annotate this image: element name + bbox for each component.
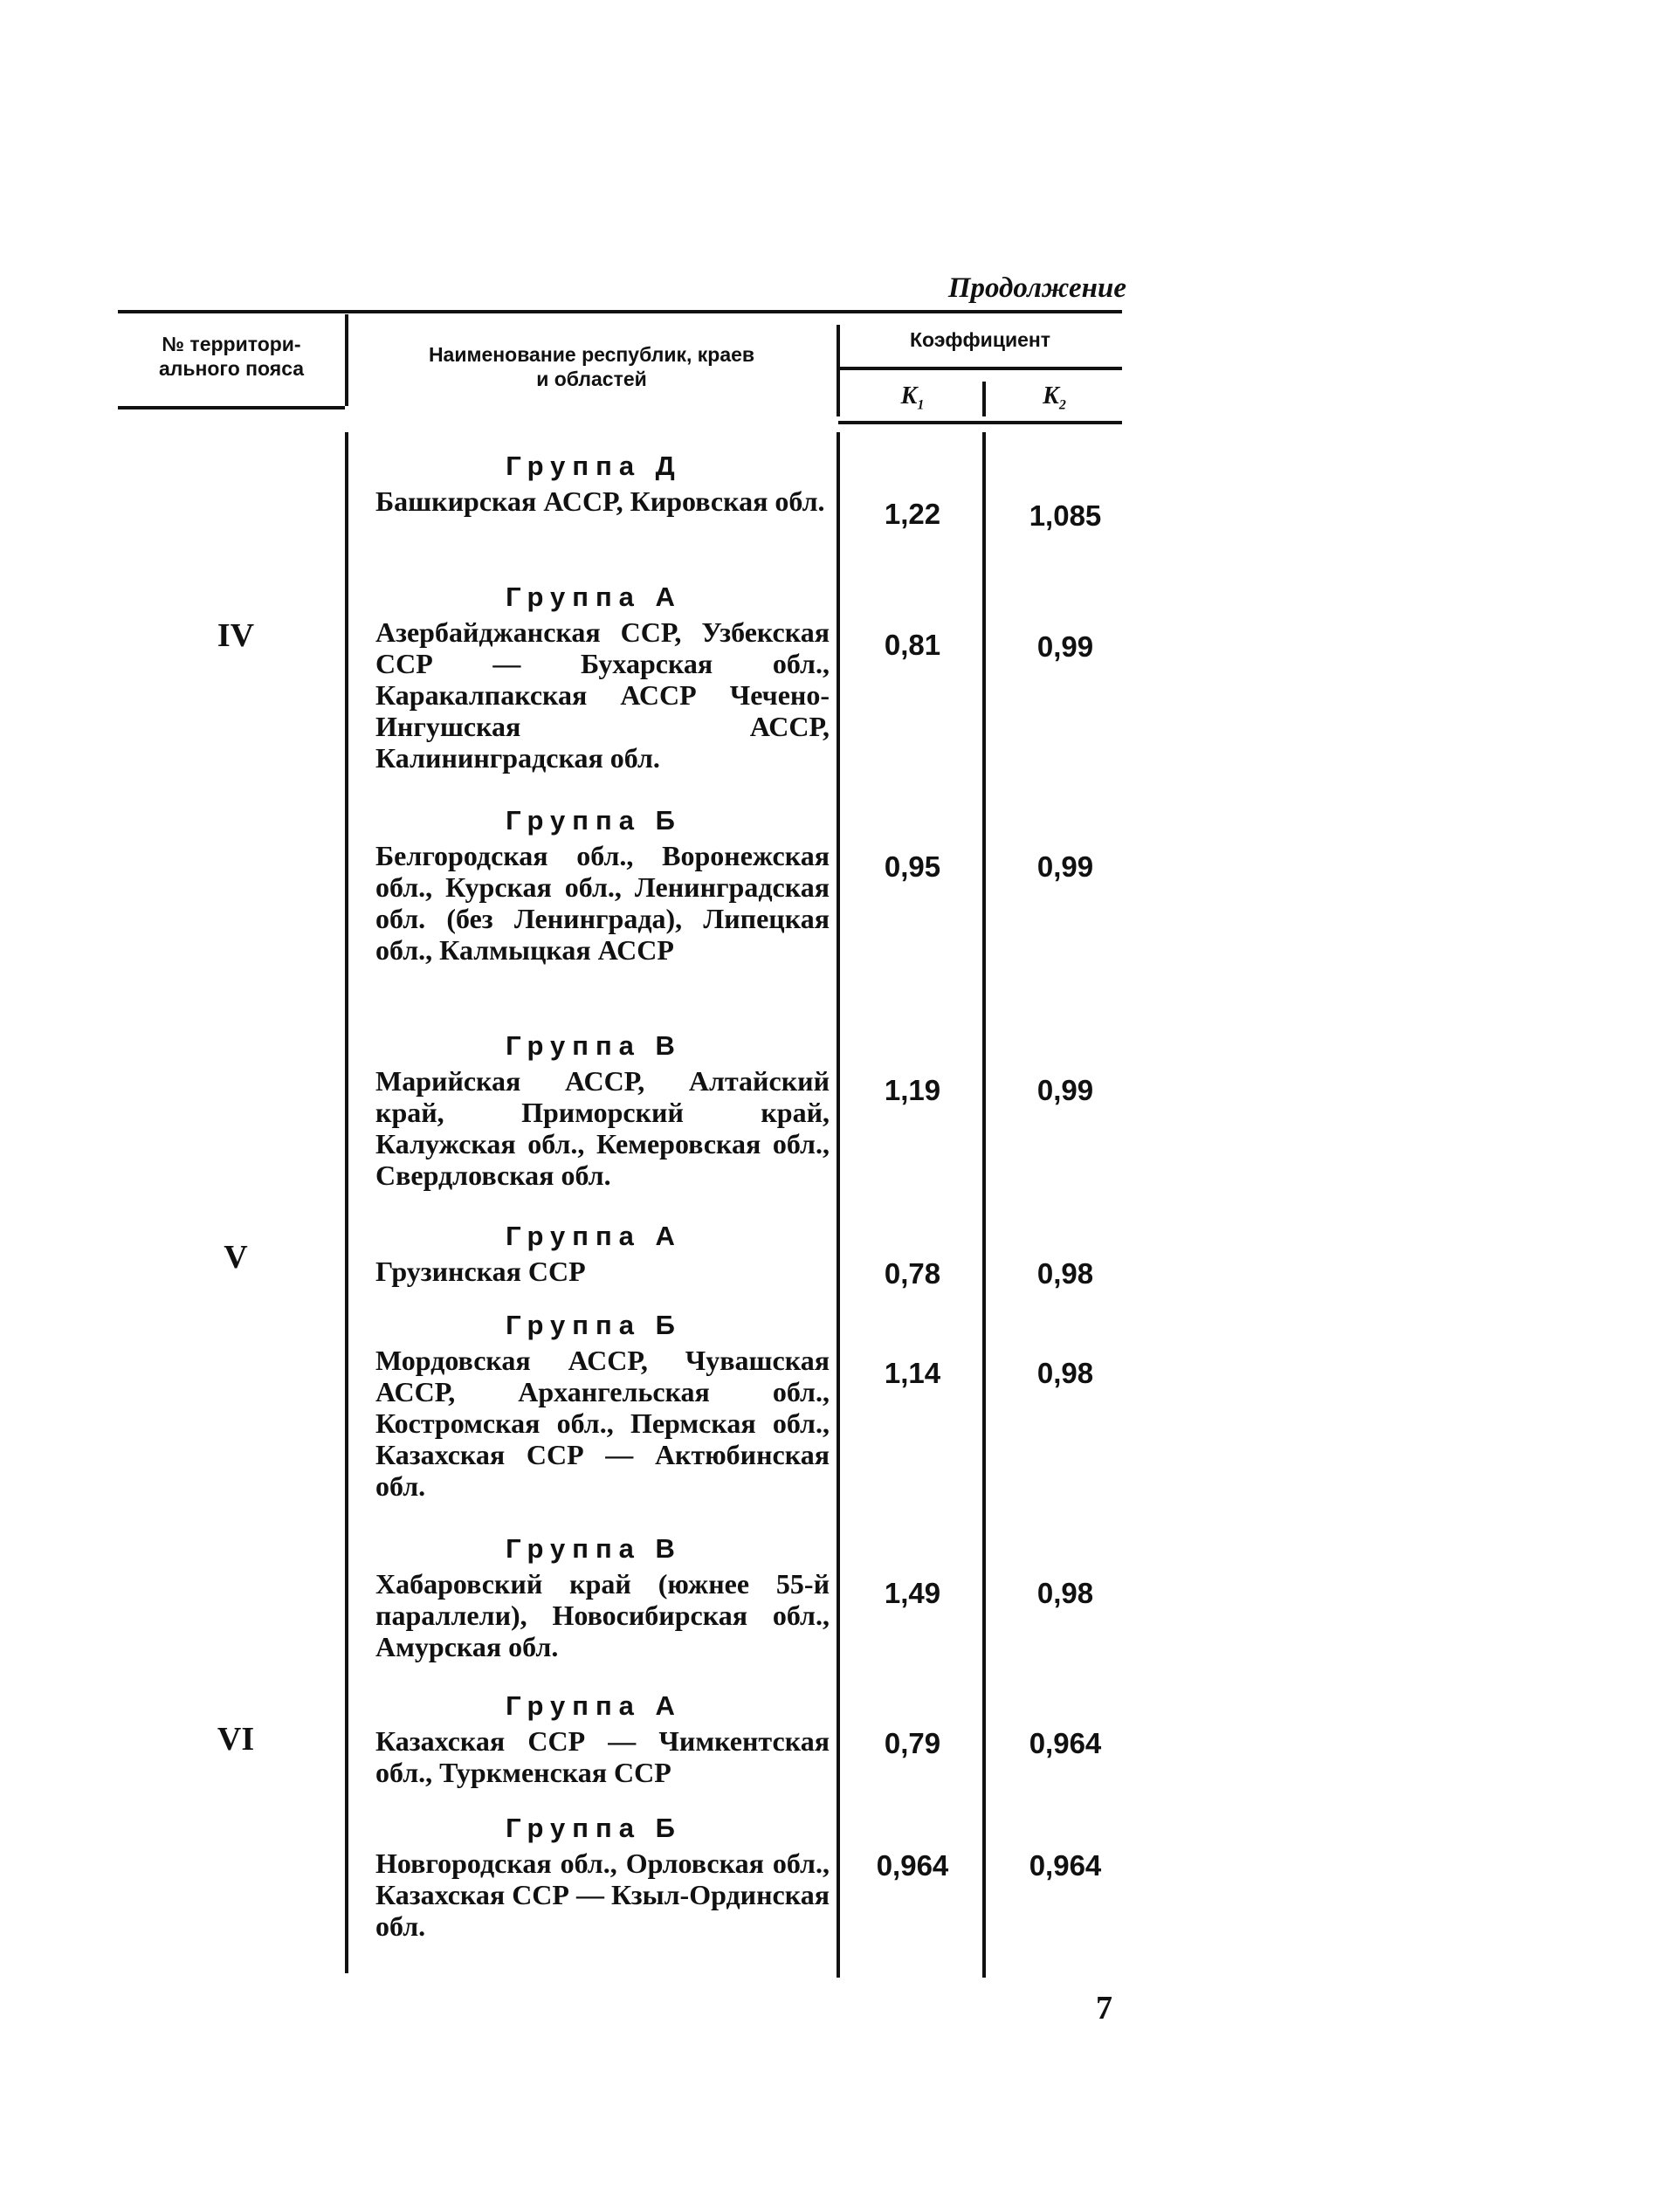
group-regions: Башкирская АССР, Кировская обл. (375, 485, 825, 517)
header-bottom-rule-left (118, 406, 345, 409)
col-divider-2-header (837, 325, 840, 416)
group-title: Группа Б (506, 1310, 682, 1340)
group (349, 1809, 838, 1942)
k2-value: 0,98 (1036, 1357, 1094, 1389)
group-title: Группа Д (506, 451, 682, 481)
k1-value: 0,964 (876, 1849, 949, 1882)
header-k2-letter: K (1043, 382, 1059, 409)
group-title: Группа В (506, 1030, 682, 1061)
group-regions: Азербайджанская ССР, Узбекская ССР — Бухарская обл., Каракалпакская АССР Чечено-Ингушская АССР, Калининградская обл. (375, 616, 830, 774)
group-regions: Казахская ССР — Чимкентская обл., Туркменская ССР (375, 1725, 830, 1788)
group-regions: Новгородская обл., Орловская обл., Казахская ССР — Кзыл-Ординская обл. (375, 1848, 830, 1942)
k2-value: 0,98 (1036, 1577, 1094, 1609)
group-title: Группа Б (506, 805, 682, 836)
group-title: Группа А (506, 1690, 682, 1721)
header-zone-line1: № территори- (162, 333, 301, 355)
group (349, 578, 838, 774)
k2-value: 0,964 (1029, 1727, 1102, 1759)
zone-number: V (224, 1239, 248, 1276)
col-divider-3-header (982, 382, 986, 416)
header-name-line1: Наименование республик, краев (428, 343, 755, 366)
table-top-rule (118, 310, 1122, 313)
k2-value: 0,99 (1036, 1074, 1094, 1106)
k1-value: 1,19 (884, 1074, 941, 1106)
k2-value: 0,964 (1029, 1849, 1102, 1882)
group-title: Группа Б (506, 1813, 682, 1843)
k1-value: 0,78 (884, 1257, 941, 1290)
header-zone-line2: ального пояса (158, 357, 305, 380)
group-title: Группа В (506, 1533, 682, 1564)
group-title: Группа А (506, 1221, 682, 1251)
k2-value: 1,085 (1029, 499, 1102, 532)
k1-value: 0,95 (884, 850, 941, 883)
group (349, 1027, 838, 1191)
header-region-name (354, 342, 830, 391)
zone-number: IV (217, 617, 255, 654)
group-title: Группа А (506, 581, 682, 612)
col-divider-1-header (345, 314, 348, 406)
group (349, 1217, 838, 1287)
header-k1 (843, 384, 982, 418)
header-k1-letter: K (900, 382, 918, 409)
group (349, 802, 838, 966)
header-k1-sub: 1 (917, 397, 925, 413)
group-regions: Хабаровский край (южнее 55-й параллели), Новосибирская обл., Амурская обл. (375, 1568, 830, 1662)
group (349, 1687, 838, 1788)
header-name-line2: и областей (536, 368, 647, 390)
k1-value: 1,14 (884, 1357, 941, 1389)
header-zone-number (122, 332, 341, 381)
k1-value: 0,79 (884, 1727, 941, 1759)
group-regions: Белгородская обл., Воронежская обл., Курская обл., Ленинградская обл. (без Ленинграда), Липецкая обл., Калмыцкая АССР (375, 840, 830, 966)
group (349, 1306, 838, 1502)
k1-value: 0,81 (884, 629, 941, 661)
k2-value: 0,98 (1036, 1257, 1094, 1290)
group (349, 1530, 838, 1662)
header-coefficient: Коэффициент (909, 328, 1051, 351)
group (349, 447, 838, 517)
page-number: 7 (1096, 1990, 1112, 2027)
header-bottom-rule-right (838, 421, 1122, 424)
k2-value: 0,99 (1036, 850, 1094, 883)
k1-value: 1,49 (884, 1577, 941, 1609)
k1-value: 1,22 (884, 498, 941, 530)
zone-number: VI (217, 1721, 255, 1758)
header-k2 (987, 384, 1122, 418)
coef-header-rule (838, 367, 1122, 370)
group-regions: Грузинская ССР (375, 1256, 586, 1287)
group-regions: Мордовская АССР, Чувашская АССР, Архангельская обл., Костромская обл., Пермская обл., Казахская ССР — Актюбинская обл. (375, 1345, 830, 1502)
k2-value: 0,99 (1036, 630, 1094, 663)
continuation-label: Продолжение (947, 272, 1126, 304)
group-regions: Марийская АССР, Алтайский край, Приморский край, Калужская обл., Кемеровская обл., Свердловская обл. (375, 1065, 830, 1191)
header-k2-sub: 2 (1058, 397, 1066, 413)
